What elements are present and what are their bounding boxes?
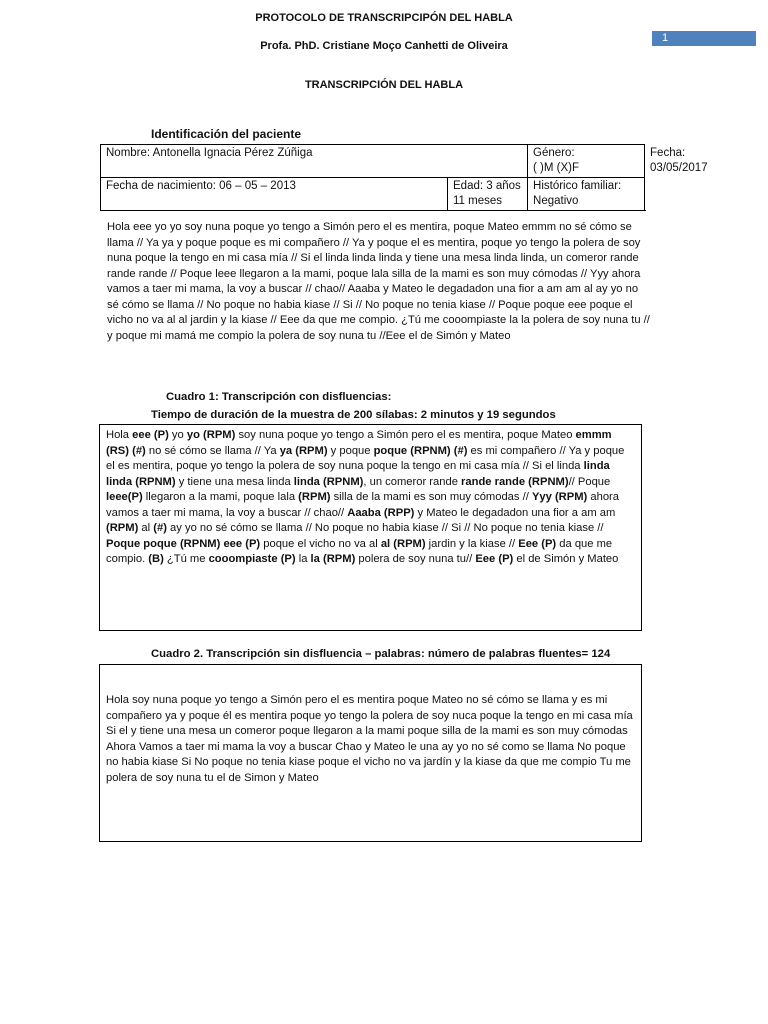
- patient-section-title: Identificación del paciente: [151, 127, 302, 141]
- document-title: PROTOCOLO DE TRANSCRIPCIPÓN DEL HABLA: [255, 12, 513, 24]
- gender-value: ( )M (X)F: [533, 162, 580, 174]
- section-title: TRANSCRIPCIÓN DEL HABLA: [304, 79, 464, 91]
- disfluency-mark: linda (RPNM): [293, 475, 364, 488]
- transcript-segment: soy nuna poque yo tengo a Simón pero el es mentira, poque Mateo: [235, 429, 576, 441]
- disfluency-mark: ya (RPM): [279, 444, 328, 457]
- disfluency-mark: al (RPM): [380, 537, 426, 550]
- transcript-segment: , un comeror rande: [363, 475, 462, 488]
- transcript-segment: Hola: [106, 429, 133, 441]
- transcript-segment: al: [138, 522, 154, 534]
- patient-table: [100, 144, 708, 211]
- transcript-segment: poque el vicho no va al: [260, 537, 381, 550]
- birth-date: Fecha de nacimiento: 06 – 05 – 2013: [101, 178, 448, 211]
- transcript-segment: ay yo no sé cómo se llama // No poque no habia kiase // Si // No poque no tenia kiase //: [166, 522, 604, 534]
- transcript-segment: ¿Tú me: [163, 553, 209, 565]
- transcript-segment: llegaron a la mami, poque lala: [142, 491, 299, 503]
- transcript-segment: polera de soy nuna tu//: [355, 553, 476, 565]
- disfluency-mark: la (RPM): [310, 553, 356, 565]
- disfluency-mark: (RPM): [298, 491, 331, 503]
- disfluency-mark: Yyy (RPM): [531, 491, 588, 503]
- gender-label: Género:: [533, 147, 575, 159]
- patient-row-1: Nombre: Antonella Ignacia Pérez Zúñiga Género: ( )M (X)F Fecha: 03/05/2017: [101, 145, 645, 178]
- disfluency-mark: Eee (P): [475, 553, 514, 565]
- disfluency-mark: eee (P): [132, 429, 169, 441]
- patient-row-2: [101, 178, 645, 211]
- transcript-segment: es mi compañero // Ya y poque el es mentira, poque yo tengo la polera de soy nuna poque la tengo en mi casa mía // Si el linda: [106, 444, 625, 472]
- cuadro1-subtitle: Tiempo de duración de la muestra de 200 sílabas: 2 minutos y 19 segundos: [151, 409, 556, 421]
- speech-transcription: Hola eee yo yo soy nuna poque yo tengo a Simón pero el es mentira, poque Mateo emmm no sé cómo se llama // Ya ya y poque poque es mi compañero // Ya y poque el es mentira, poque yo tengo la polera de soy nuna poque la tengo en mi casa mía // Si el linda linda linda y tiene una mesa linda linda, un comeror rande rande rande // Poque leee llegaron a la mami, poque lala silla de la mami es son muy cómodas // Yyy ahora vamos a taer mi mama, la voy a buscar // chao// Aaaba y Mateo le degadadon una fior a am am al ay yo no sé cómo se llama // No poque no habia kiase // Si // No poque no tenia kiase // Poque poque eee poque el vicho no va al al jardin y la kiase // Eee da que me compio. ¿Tú me cooompiaste la la polera de soy nuna tu // y poque mi mamá me compio la polera de soy nuna tu //Eee el de Simón y Mateo: [107, 221, 650, 342]
- transcript-segment: no sé cómo se llama // Ya: [145, 444, 280, 457]
- transcript-segment: ahora vamos a taer mi mama, la voy a buscar // chao//: [106, 491, 619, 519]
- disfluency-mark: Poque poque (RPNM) eee (P): [106, 537, 261, 550]
- transcript-segment: y poque: [327, 444, 374, 457]
- disfluency-mark: poque (RPNM) (#): [373, 444, 468, 457]
- disfluency-mark: yo (RPM): [186, 429, 236, 441]
- disfluency-mark: linda linda (RPNM): [106, 460, 610, 488]
- transcript-segment: da que me compio.: [106, 537, 613, 565]
- family-history: Histórico familiar: Negativo: [528, 178, 645, 211]
- gender-cell: [528, 145, 645, 178]
- age-line-2: 11 meses: [453, 195, 503, 207]
- transcript-segment: la: [295, 553, 311, 565]
- disfluency-mark: emmm (RS) (#): [106, 429, 612, 457]
- disfluency-mark: cooompiaste (P): [208, 553, 296, 565]
- disfluency-mark: Aaaba (RPP): [347, 506, 415, 519]
- age-line-1: Edad: 3 años: [453, 180, 521, 192]
- disfluency-mark: rande rande (RPNM): [461, 475, 569, 488]
- transcript-segment: yo: [168, 429, 187, 441]
- page-number: 1: [652, 31, 756, 46]
- transcript-segment: // Poque: [568, 475, 611, 488]
- cuadro1-box: [99, 424, 642, 631]
- disfluency-mark: Eee (P): [518, 537, 557, 550]
- transcript-segment: el de Simón y Mateo: [513, 553, 619, 565]
- author-line: Profa. PhD. Cristiane Moço Canhetti de Oliveira: [260, 40, 508, 52]
- cuadro2-box: Hola soy nuna poque yo tengo a Simón pero el es mentira poque Mateo no sé cómo se llama y es mi compañero ya y poque él es mentira poque yo tengo la polera de soy nuca poque la tengo en mi casa mía Si el y tiene una mesa un comeror poque llegaron a la mami poque silla de la mami es son muy cómodas Ahora Vamos a taer mi mama la voy a buscar Chao y Mateo le una ay yo no sé como se llama No poque no habia kiase Si No poque no tenia kiase poque el vicho no va jardín y la kiase da que me compio Tu me polera de soy nuna tu el de Simon y Mateo: [99, 664, 642, 842]
- transcript-segment: y tiene una mesa linda: [175, 475, 294, 488]
- disfluency-mark: leee(P): [106, 491, 143, 503]
- disfluency-mark: (RPM): [106, 522, 139, 534]
- transcript-segment: y Mateo le degadadon una fior a am am: [414, 506, 616, 519]
- transcript-segment: silla de la mami es son muy cómodas //: [330, 491, 532, 503]
- cuadro1-title: Cuadro 1: Transcripción con disfluencias:: [166, 391, 392, 403]
- age-cell: [448, 178, 528, 211]
- patient-name: Nombre: Antonella Ignacia Pérez Zúñiga: [101, 145, 528, 178]
- disfluency-mark: (#): [153, 522, 167, 534]
- cuadro2-title: Cuadro 2. Transcripción sin disfluencia – palabras: número de palabras fluentes= 124: [151, 648, 611, 660]
- disfluency-mark: (B): [148, 553, 164, 565]
- transcript-segment: jardin y la kiase //: [425, 537, 519, 550]
